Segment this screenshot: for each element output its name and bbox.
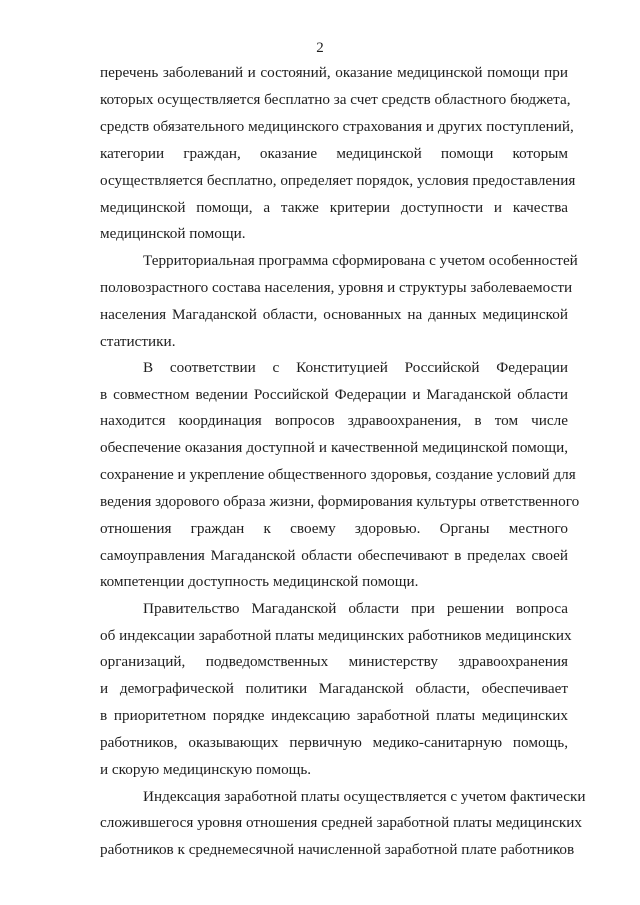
paragraph-4-line-4: и демографической политики Магаданской области, обеспечивает <box>100 680 568 697</box>
page-number: 2 <box>316 40 324 56</box>
paragraph-3-line-4: обеспечение оказания доступной и качественной медицинской помощи, <box>100 439 568 456</box>
paragraph-1-line-1: перечень заболеваний и состояний, оказание медицинской помощи при <box>100 64 568 81</box>
paragraph-5-line-1: Индексация заработной платы осуществляется с учетом фактически <box>143 788 586 805</box>
paragraph-3-line-6: ведения здорового образа жизни, формирования культуры ответственного <box>100 493 580 510</box>
paragraph-1-line-4: категории граждан, оказание медицинской помощи которым <box>100 145 568 162</box>
paragraph-4-line-2: об индексации заработной платы медицинских работников медицинских <box>100 627 572 644</box>
paragraph-3-line-2: в совместном ведении Российской Федерации и Магаданской области <box>100 386 568 403</box>
paragraph-1-line-3: средств обязательного медицинского страхования и других поступлений, <box>100 118 574 135</box>
paragraph-2-line-2: половозрастного состава населения, уровня и структуры заболеваемости <box>100 279 573 296</box>
paragraph-4-line-6: работников, оказывающих первичную медико-санитарную помощь, <box>100 734 568 751</box>
paragraph-2-line-1: Территориальная программа сформирована с учетом особенностей <box>143 252 578 269</box>
paragraph-4-line-5: в приоритетном порядке индексацию заработной платы медицинских <box>100 707 568 724</box>
paragraph-3-line-5: сохранение и укрепление общественного здоровья, создание условий для <box>100 466 576 483</box>
paragraph-3-line-1: В соответствии с Конституцией Российской Федерации <box>143 359 568 376</box>
paragraph-5-line-3: работников к среднемесячной начисленной заработной плате работников <box>100 841 575 858</box>
paragraph-3-line-9: компетенции доступность медицинской помощи. <box>100 573 419 590</box>
paragraph-3-line-8: самоуправления Магаданской области обеспечивают в пределах своей <box>100 547 568 564</box>
paragraph-4-line-1: Правительство Магаданской области при решении вопроса <box>143 600 568 617</box>
paragraph-1-line-2: которых осуществляется бесплатно за счет средств областного бюджета, <box>100 91 571 108</box>
paragraph-1-line-7: медицинской помощи. <box>100 225 246 242</box>
paragraph-2-line-3: населения Магаданской области, основанных на данных медицинской <box>100 306 568 323</box>
paragraph-1-line-5: осуществляется бесплатно, определяет порядок, условия предоставления <box>100 172 576 189</box>
paragraph-3-line-7: отношения граждан к своему здоровью. Органы местного <box>100 520 568 537</box>
paragraph-2-line-4: статистики. <box>100 333 176 350</box>
paragraph-1-line-6: медицинской помощи, а также критерии доступности и качества <box>100 199 568 216</box>
paragraph-5-line-2: сложившегося уровня отношения средней заработной платы медицинских <box>100 814 582 831</box>
paragraph-4-line-3: организаций, подведомственных министерству здравоохранения <box>100 653 568 670</box>
paragraph-3-line-3: находится координация вопросов здравоохранения, в том числе <box>100 412 568 429</box>
paragraph-4-line-7: и скорую медицинскую помощь. <box>100 761 312 778</box>
